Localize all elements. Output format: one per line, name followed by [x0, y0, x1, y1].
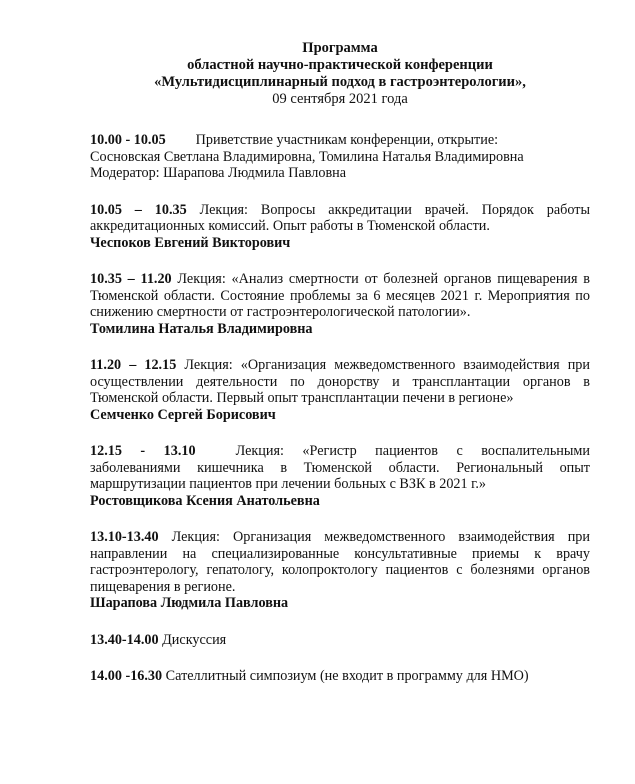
- item-speaker: Чеспоков Евгений Викторович: [90, 234, 291, 251]
- program-item: [90, 357, 590, 423]
- item-time: 10.05 – 10.35: [90, 201, 187, 218]
- program-item: [90, 132, 590, 182]
- item-speaker: Шарапова Людмила Павловна: [90, 595, 289, 611]
- header-title: Программа: [302, 40, 378, 56]
- item-time: 12.15 - 13.10: [90, 443, 196, 459]
- header-date: 09 сентября 2021 года: [272, 91, 408, 107]
- item-time: 10.00 - 10.05: [90, 132, 166, 148]
- item-time: 13.40-14.00: [90, 631, 159, 648]
- program-header: [90, 40, 590, 108]
- item-time: 13.10-13.40: [90, 529, 159, 545]
- program-item: [90, 202, 590, 252]
- item-text: Сателлитный симпозиум (не входит в программу для НМО): [162, 668, 529, 684]
- item-text: Лекция: «Организация межведомственного взаимодействия при осуществлении деятельности по донорству и трансплантации органов в Тюменской области. Первый опыт трансплантации печени в регионе»: [90, 357, 590, 406]
- program-item: [90, 632, 590, 649]
- program-item: [90, 529, 590, 612]
- item-moderator: Модератор: Шарапова Людмила Павловна: [90, 165, 347, 181]
- item-text: Лекция: «Анализ смертности от болезней органов пищеварения в Тюменской области. Состояние проблемы за 6 месяцев 2021 г. Мероприятия по снижению смертности от гастроэнтерологической патологии».: [90, 271, 590, 320]
- item-text: Лекция: Вопросы аккредитации врачей. Порядок работы аккредитационных комиссий. Опыт работы в Тюменской области.: [90, 201, 590, 234]
- header-subtitle: областной научно-практической конференции: [187, 57, 493, 73]
- item-speaker: Семченко Сергей Борисович: [90, 406, 276, 423]
- item-time: 14.00 -16.30: [90, 668, 163, 684]
- program-page: [90, 40, 590, 705]
- item-speaker: Ростовщикова Ксения Анатольевна: [90, 492, 320, 509]
- item-time: 10.35 – 11.20: [90, 271, 172, 287]
- item-hosts: Сосновская Светлана Владимировна, Томилина Наталья Владимировна: [90, 148, 524, 165]
- program-item: [90, 443, 590, 509]
- item-text: Лекция: Организация межведомственного взаимодействия при направлении на специализированные консультативные приемы к врачу гастроэнтерологу, гепатологу, колопроктологу пациентов с болезнями органов пищеварения в регионе.: [90, 529, 590, 595]
- header-conference-name: «Мультидисциплинарный подход в гастроэнтерологии»,: [154, 74, 526, 90]
- item-text: Дискуссия: [158, 631, 227, 648]
- program-item: [90, 668, 590, 685]
- program-item: [90, 271, 590, 337]
- item-time: 11.20 – 12.15: [90, 357, 177, 373]
- item-speaker: Томилина Наталья Владимировна: [90, 320, 313, 337]
- item-text: Лекция: «Регистр пациентов с воспалительными заболеваниями кишечника в Тюменской области. Региональный опыт маршрутизации пациентов при лечении больных с ВЗК в 2021 г.»: [90, 443, 591, 492]
- item-text: Приветствие участникам конференции, открытие:: [195, 132, 499, 148]
